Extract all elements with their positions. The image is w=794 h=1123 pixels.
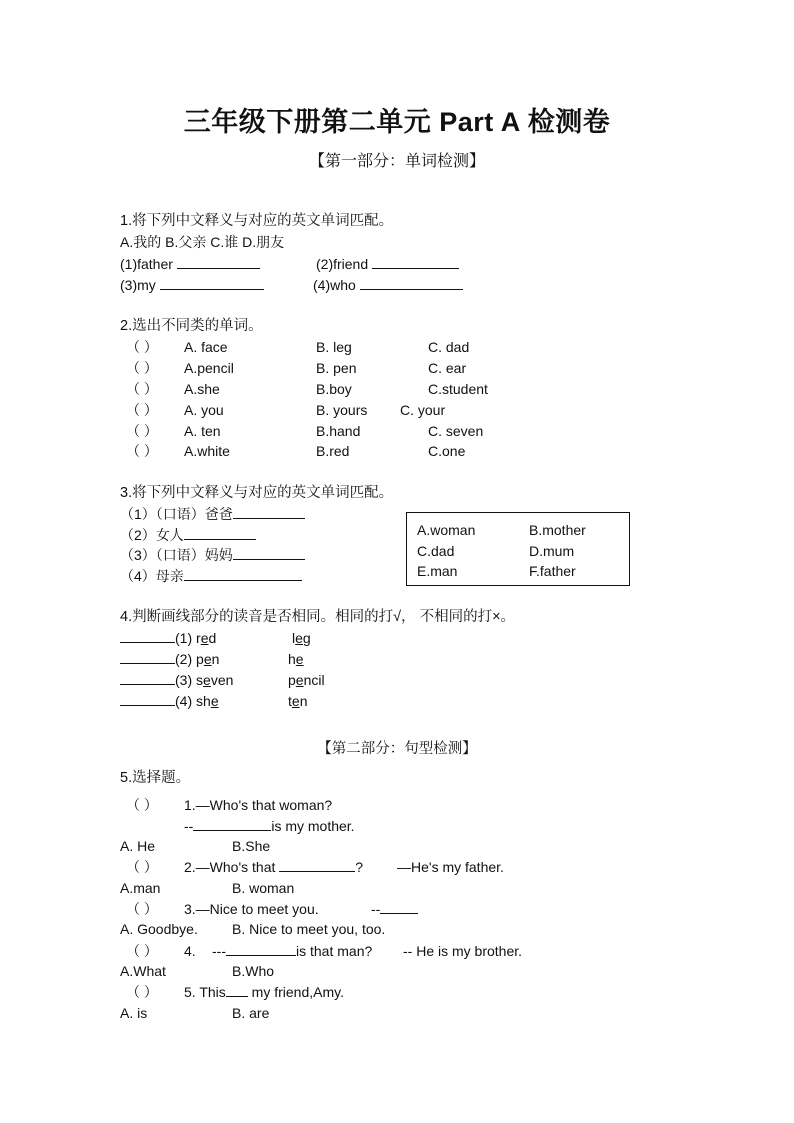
q1-item-4 [313, 276, 463, 294]
q3-item-1-blank[interactable] [233, 505, 305, 519]
q5-item-2-option-a: A.man [120, 880, 161, 896]
q5-paren-5[interactable]: （ ） [126, 984, 158, 1000]
q2-paren-6[interactable]: （ ） [126, 443, 158, 459]
q5-item-4-option-b: B.Who [232, 963, 275, 979]
q1-item-3-label: (3)my [120, 277, 156, 293]
q5-item-3-option-b: B. Nice to meet you, too. [232, 921, 386, 937]
q5-item-3-blank[interactable] [380, 900, 418, 914]
q5-item-1-option-b: B.She [232, 838, 271, 854]
q2-row1-c: C. dad [428, 339, 470, 355]
q4-row-2-num: (2) [175, 651, 193, 667]
q5-item-2-reply: —He's my father. [397, 859, 504, 875]
q5-item-1: 1.—Who's that woman? [184, 797, 333, 813]
q5-item-5: 5. This my friend,Amy. [184, 984, 344, 1000]
q2-row4-c: C. your [400, 402, 446, 418]
q2-paren-1[interactable]: （ ） [126, 339, 158, 355]
q4-row-2-word2: he [288, 651, 304, 667]
q5-item-1-blank[interactable] [193, 817, 271, 831]
q5-item-1-option-a: A. He [120, 838, 156, 854]
q1-item-4-blank[interactable] [360, 276, 463, 290]
q1-item-4-label: (4)who [313, 277, 356, 293]
q2-row5-c: C. seven [428, 423, 484, 439]
q1-options: A.我的 B.父亲 C.谁 D.朋友 [120, 234, 285, 250]
q5-item-2-option-b: B. woman [232, 880, 295, 896]
q5-item-3: 3.—Nice to meet you. [184, 901, 319, 917]
q1-item-1 [120, 255, 260, 273]
q4-row-3-word1: seven [196, 672, 234, 688]
q5-item-4-reply: -- He is my brother. [403, 943, 523, 959]
q1-item-1-blank[interactable] [177, 255, 260, 269]
q4-row-2-word1: pen [196, 651, 220, 667]
q5-item-4: --- is that man? [212, 943, 373, 959]
q2-paren-4[interactable]: （ ） [126, 402, 158, 418]
q5-item-2-blank[interactable] [279, 858, 355, 872]
part2-heading: 【第二部分：句型检测】 [317, 741, 477, 757]
q5-item-3-option-a: A. Goodbye. [120, 921, 198, 937]
q5-paren-1[interactable]: （ ） [126, 797, 158, 813]
q2-row3-b: B.boy [316, 381, 352, 397]
q1-item-1-label: (1)father [120, 256, 173, 272]
q2-row4-a: A. you [184, 402, 224, 418]
q4-row-4 [120, 692, 225, 710]
q5-item-4-num: 4. [184, 943, 196, 959]
q2-row2-c: C. ear [428, 360, 467, 376]
q1-item-2-blank[interactable] [372, 255, 459, 269]
q1-item-2-label: (2)friend [316, 256, 369, 272]
q5-item-1-answer: -- is my mother. [184, 818, 355, 834]
q5-paren-4[interactable]: （ ） [126, 943, 158, 959]
q1-item-2 [316, 255, 459, 273]
q3-item-3-label: （3）（口语）妈妈 [120, 547, 233, 563]
q2-paren-2[interactable]: （ ） [126, 360, 158, 376]
q3-box-c: C.dad [417, 543, 455, 559]
q4-row-1-num: (1) [175, 630, 193, 646]
q4-row-4-word2: ten [288, 693, 308, 709]
q4-row-4-blank[interactable] [120, 692, 175, 706]
q2-paren-5[interactable]: （ ） [126, 423, 158, 439]
q5-item-5-option-a: A. is [120, 1005, 148, 1021]
q4-row-3 [120, 671, 233, 689]
q3-item-1-label: （1）（口语）爸爸 [120, 506, 233, 522]
q3-item-3-blank[interactable] [233, 546, 305, 560]
q5-item-3-reply: -- [371, 900, 418, 918]
q1-title: 1.将下列中文释义与对应的英文单词匹配。 [120, 213, 394, 229]
q5-paren-2[interactable]: （ ） [126, 859, 158, 875]
q3-item-4-blank[interactable] [184, 567, 302, 581]
q2-row6-b: B.red [316, 443, 350, 459]
q3-box-b: B.mother [529, 522, 586, 538]
q2-row5-a: A. ten [184, 423, 221, 439]
q2-title: 2.选出不同类的单词。 [120, 318, 263, 334]
q4-row-4-num: (4) [175, 693, 193, 709]
q2-row1-a: A. face [184, 339, 228, 355]
q4-row-3-num: (3) [175, 672, 193, 688]
q3-item-1 [120, 505, 305, 523]
q5-item-5-blank[interactable] [226, 983, 248, 997]
q4-row-2-blank[interactable] [120, 650, 175, 664]
q3-box-d: D.mum [529, 543, 575, 559]
q3-item-2 [120, 526, 256, 544]
q3-item-2-blank[interactable] [184, 526, 256, 540]
q3-box-a: A.woman [417, 522, 476, 538]
q3-item-4 [120, 567, 302, 585]
q3-title: 3.将下列中文释义与对应的英文单词匹配。 [120, 485, 394, 501]
q3-item-3 [120, 546, 305, 564]
q2-row2-b: B. pen [316, 360, 357, 376]
q2-row3-a: A.she [184, 381, 220, 397]
q4-row-3-blank[interactable] [120, 671, 175, 685]
q2-row3-c: C.student [428, 381, 488, 397]
q4-row-1 [120, 629, 216, 647]
q4-row-4-word1: she [196, 693, 219, 709]
q2-row6-a: A.white [184, 443, 230, 459]
q5-item-5-option-b: B. are [232, 1005, 270, 1021]
q5-title: 5.选择题。 [120, 770, 191, 786]
q4-row-1-word2: leg [292, 630, 311, 646]
q3-item-2-label: （2）女人 [120, 527, 184, 543]
q5-item-4-option-a: A.What [120, 963, 166, 979]
q3-item-4-label: （4）母亲 [120, 568, 184, 584]
q5-item-2: 2.—Who's that ? [184, 859, 364, 875]
q4-row-1-blank[interactable] [120, 629, 175, 643]
q3-box-f: F.father [529, 563, 576, 579]
q5-item-4-blank[interactable] [226, 942, 296, 956]
q2-row6-c: C.one [428, 443, 466, 459]
q2-row1-b: B. leg [316, 339, 352, 355]
part1-heading: 【第一部分：单词检测】 [308, 153, 485, 170]
q1-item-3 [120, 276, 264, 294]
q5-paren-3[interactable]: （ ） [126, 901, 158, 917]
q2-row2-a: A.pencil [184, 360, 234, 376]
q1-item-3-blank[interactable] [160, 276, 264, 290]
q4-title: 4.判断画线部分的读音是否相同。相同的打√， 不相同的打×。 [120, 609, 516, 625]
q2-row4-b: B. yours [316, 402, 368, 418]
q4-row-2 [120, 650, 219, 668]
q3-box-e: E.man [417, 563, 458, 579]
q2-paren-3[interactable]: （ ） [126, 381, 158, 397]
q4-row-1-word1: red [196, 630, 217, 646]
page-title: 三年级下册第二单元 Part A 检测卷 [183, 107, 611, 137]
q4-row-3-word2: pencil [288, 672, 325, 688]
q2-row5-b: B.hand [316, 423, 361, 439]
